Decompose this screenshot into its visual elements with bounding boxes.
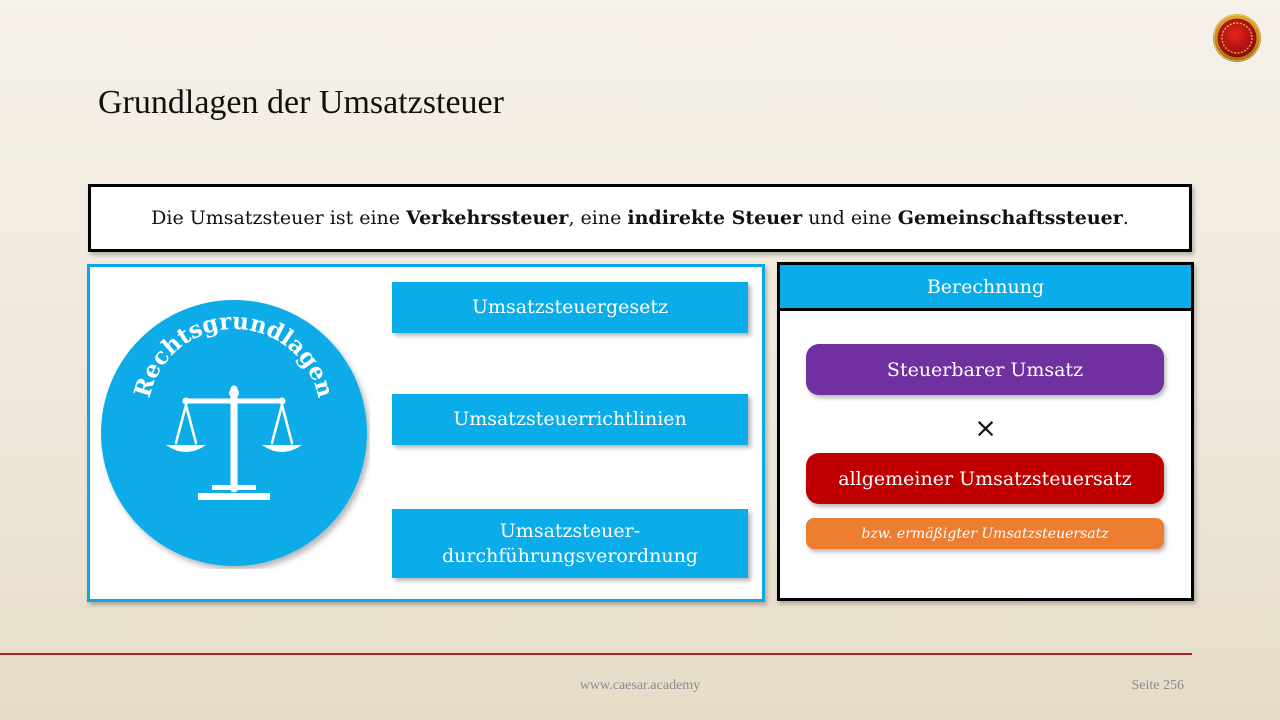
definition-text-3: und eine [802,207,898,229]
definition-text-4: . [1122,207,1129,229]
footer-url: www.caesar.academy [579,678,701,693]
page-number: Seite 256 [1131,678,1184,693]
legal-basis-badge [98,297,370,569]
law-box-ustdv [392,509,748,578]
definition-text-1: Die Umsatzsteuer ist eine [151,207,407,229]
definition-term-traffic-tax: Verkehrssteuer [406,207,569,229]
multiply-sign: × [974,413,997,444]
law-box-ustr [392,394,748,445]
definition-term-community-tax: Gemeinschaftssteuer [897,207,1123,229]
law-label-ustg: Umsatzsteuergesetz [472,296,668,318]
calculation-panel [777,262,1194,601]
badge-label: Rechtsgrundlagen [128,307,339,401]
calculation-header: Berechnung [780,265,1191,311]
law-label-ustr: Umsatzsteuerrichtlinien [453,408,687,430]
slide-title: Grundlagen der Umsatzsteuer [98,84,504,121]
definition-box [88,184,1192,252]
definition-text-2: , eine [568,207,628,229]
general-rate-pill: allgemeiner Umsatzsteuersatz [806,453,1164,504]
law-label-ustdv-line-2: durchführungsverordnung [442,544,698,567]
legal-basis-panel [87,264,765,602]
law-box-ustg [392,282,748,333]
reduced-rate-pill: bzw. ermäßigter Umsatzsteuersatz [806,518,1164,549]
laurel-seal-icon [1212,13,1262,63]
taxable-turnover-pill: Steuerbarer Umsatz [806,344,1164,395]
footer-divider [0,653,1192,655]
definition-term-indirect-tax: indirekte Steuer [627,207,803,229]
law-label-ustdv-line-1: Umsatzsteuer- [499,519,641,542]
